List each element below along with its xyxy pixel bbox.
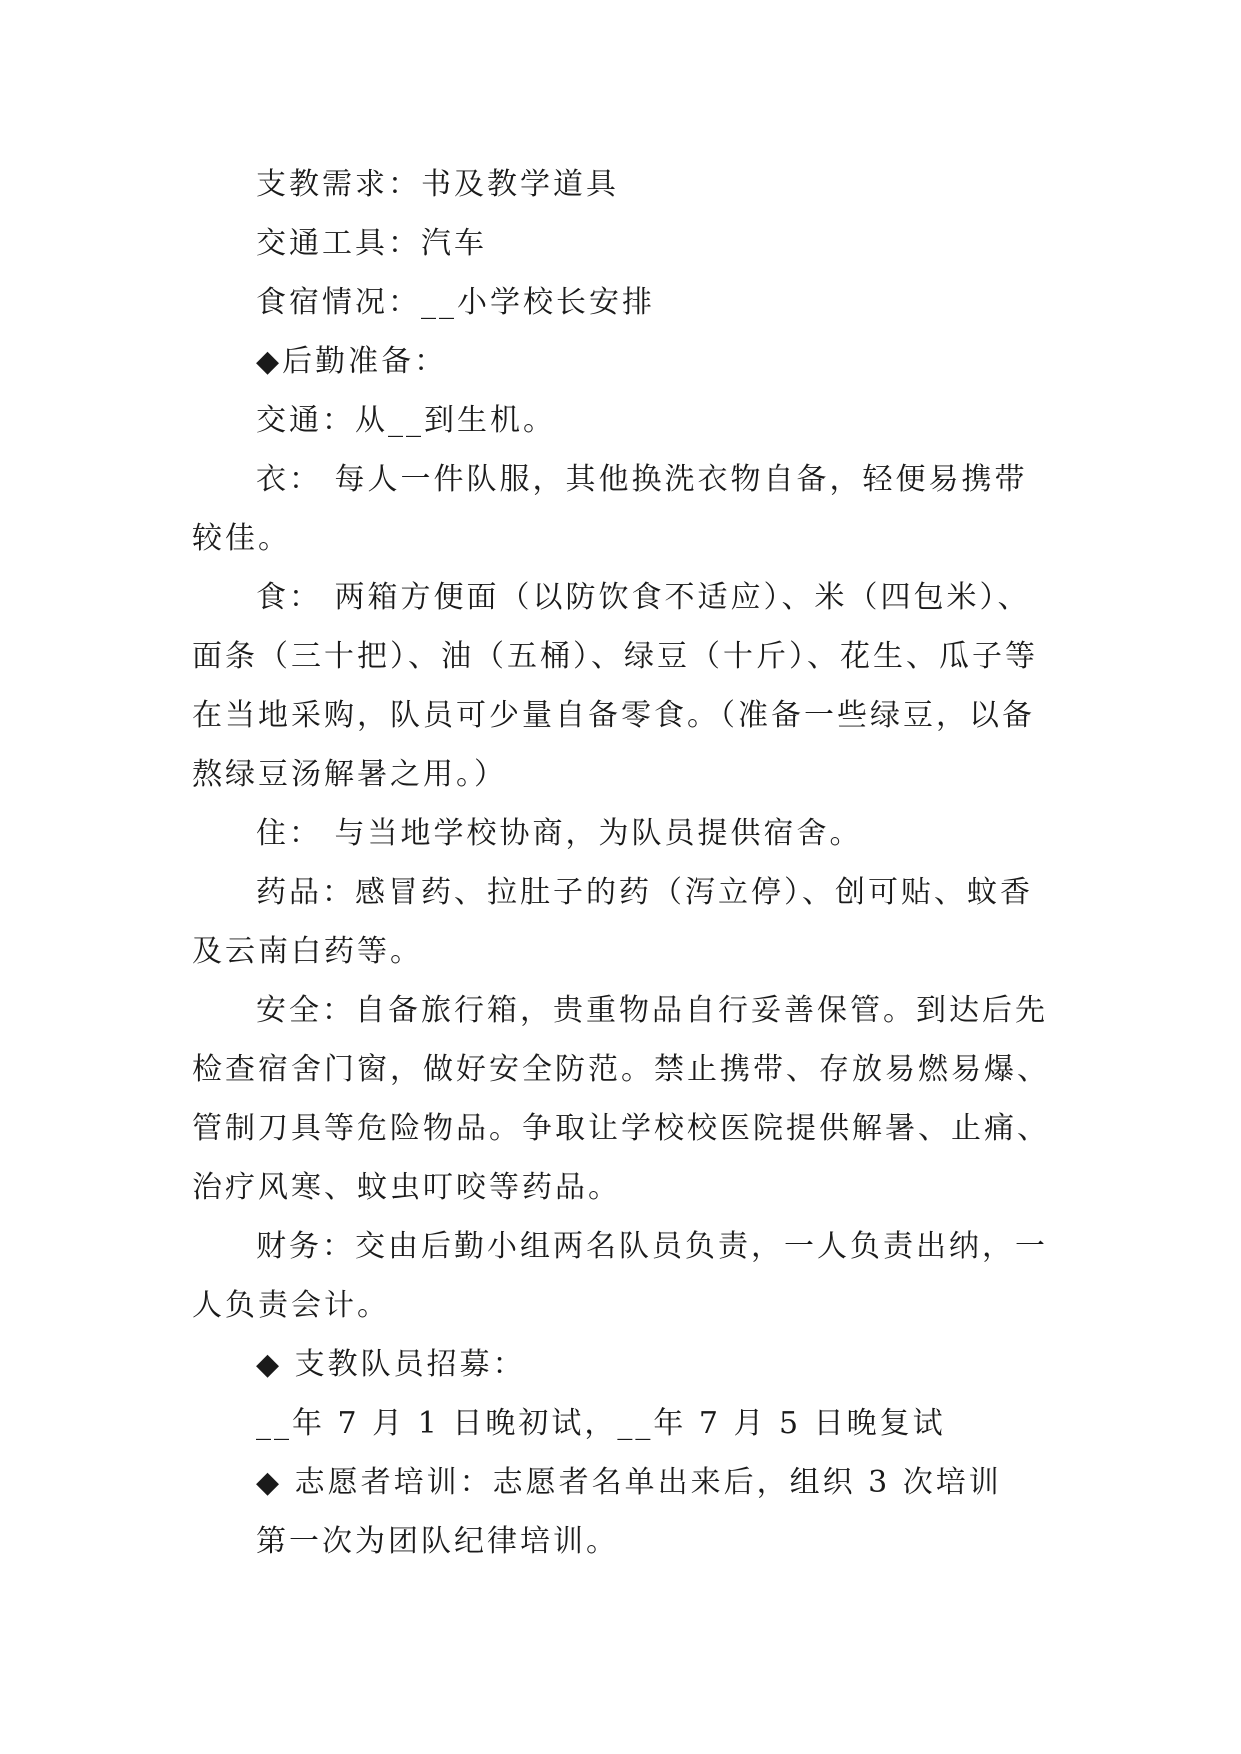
line-transport-tool: 交通工具：汽车 (256, 226, 487, 261)
line-clothing: 衣： 每人一件队服，其他换洗衣物自备，轻便易携带 (256, 462, 1028, 497)
line-safety-cont-2: 管制刀具等危险物品。争取让学校校医院提供解暑、止痛、 (192, 1111, 1050, 1146)
line-safety-cont-1: 检查宿舍门窗，做好安全防范。禁止携带、存放易燃易爆、 (192, 1052, 1050, 1087)
line-teaching-needs: 支教需求：书及教学道具 (256, 167, 619, 202)
line-housing: 住： 与当地学校协商，为队员提供宿舍。 (256, 816, 863, 851)
heading-training: ◆ 志愿者培训：志愿者名单出来后，组织 3 次培训 (256, 1465, 1002, 1500)
line-medicine-cont: 及云南白药等。 (192, 934, 423, 969)
line-food-cont-3: 熬绿豆汤解暑之用。） (192, 757, 507, 792)
line-lodging: 食宿情况：__小学校长安排 (256, 285, 655, 320)
line-finance-cont: 人负责会计。 (192, 1288, 390, 1323)
line-training-first: 第一次为团队纪律培训。 (256, 1524, 619, 1559)
line-food-cont-2: 在当地采购，队员可少量自备零食。（准备一些绿豆，以备 (192, 698, 1035, 733)
line-finance: 财务：交由后勤小组两名队员负责，一人负责出纳，一 (256, 1229, 1048, 1264)
heading-logistics: ◆后勤准备： (256, 344, 448, 379)
line-safety: 安全：自备旅行箱，贵重物品自行妥善保管。到达后先 (256, 993, 1048, 1028)
line-recruitment-dates: __年 7 月 1 日晚初试，__年 7 月 5 日晚复试 (256, 1406, 946, 1441)
heading-recruitment: ◆ 支教队员招募： (256, 1347, 526, 1382)
line-food: 食： 两箱方便面（以防饮食不适应）、米（四包米）、 (256, 580, 1031, 615)
line-clothing-cont: 较佳。 (192, 521, 291, 556)
line-transport: 交通：从__到生机。 (256, 403, 556, 438)
line-food-cont-1: 面条（三十把）、油（五桶）、绿豆（十斤）、花生、瓜子等 (192, 639, 1038, 674)
line-medicine: 药品：感冒药、拉肚子的药（泻立停）、创可贴、蚊香 (256, 875, 1033, 910)
line-safety-cont-3: 治疗风寒、蚊虫叮咬等药品。 (192, 1170, 621, 1205)
